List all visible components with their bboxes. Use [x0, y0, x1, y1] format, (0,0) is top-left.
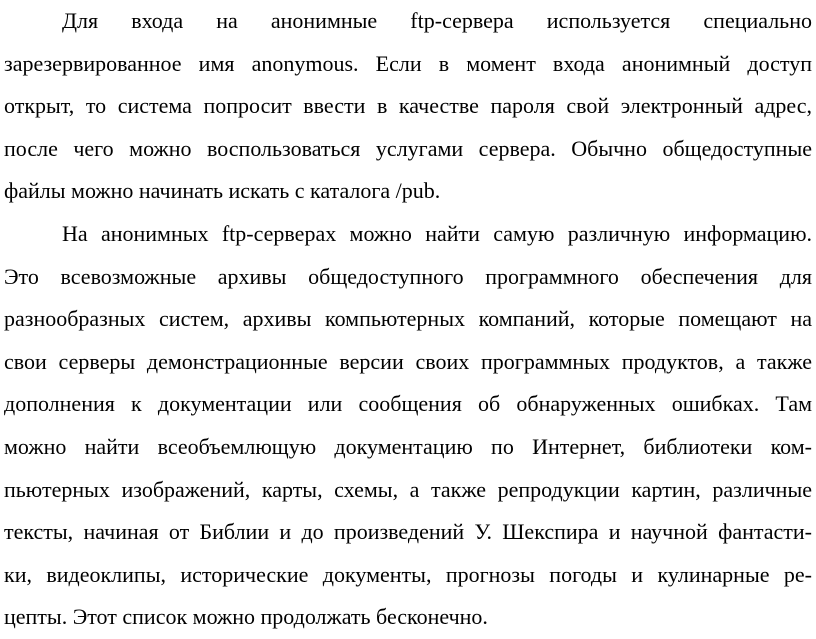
paragraph-ftp-content	[4, 213, 812, 639]
text-line: свои серверы демонстрационные версии своих программных продуктов, а также	[4, 348, 812, 374]
text-line: зарезервированное имя anonymous. Если в момент входа анонимный доступ	[4, 50, 812, 76]
text-line: Это всевозможные архивы общедоступного программного обеспечения для	[4, 263, 812, 289]
text-line: тексты, начиная от Библии и до произведений У. Шекспира и научной фантасти-	[4, 519, 812, 545]
text-line: На анонимных ftp-серверах можно найти самую различную информацию.	[62, 220, 812, 246]
text-line: дополнения к документации или сообщения об обнаруженных ошибках. Там	[4, 391, 812, 417]
text-line: файлы можно начинать искать с каталога /pub.	[4, 178, 441, 204]
text-line: ки, видеоклипы, исторические документы, прогнозы погоды и кулинарные ре-	[4, 561, 812, 587]
text-line: открыт, то система попросит ввести в качестве пароля свой электронный адрес,	[4, 93, 812, 119]
text-line: цепты. Этот список можно продолжать бесконечно.	[4, 604, 488, 630]
text-line: Для входа на анонимные ftp-сервера используется специально	[62, 8, 812, 33]
text-line: после чего можно воспользоваться услугами сервера. Обычно общедоступные	[4, 135, 812, 161]
paragraph-anonymous-login	[4, 0, 812, 213]
text-line: можно найти всеобъемлющую документацию по Интернет, библиотеки ком-	[4, 433, 812, 459]
text-line: пьютерных изображений, карты, схемы, а также репродукции картин, различные	[4, 476, 812, 502]
text-line: разнообразных систем, архивы компьютерных компаний, которые помещают на	[4, 306, 812, 332]
